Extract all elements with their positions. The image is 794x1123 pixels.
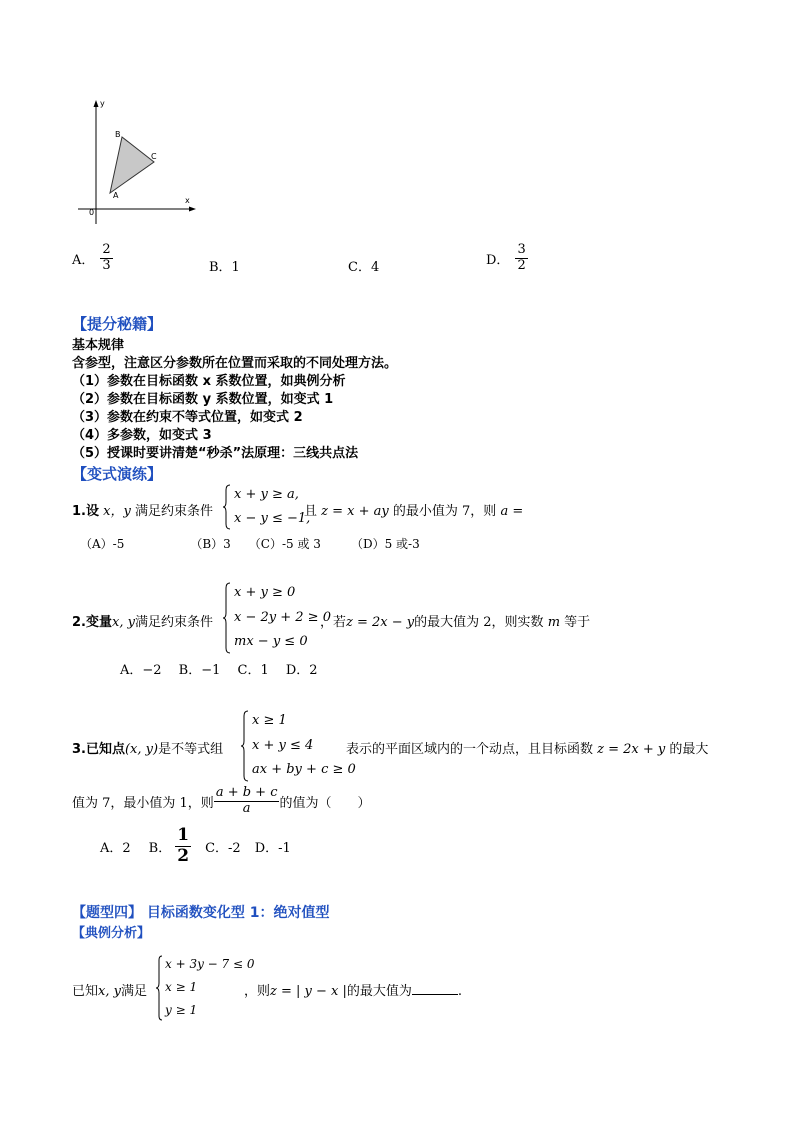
- type4-sub: 【典例分析】: [72, 926, 151, 941]
- tips-item-5: （5）授课时要讲清楚“秒杀”法原理：三线共点法: [72, 446, 359, 461]
- q3-options: [100, 826, 291, 866]
- q3-option-b-label: B．: [148, 840, 172, 856]
- q3-line2-start: 值为 7，最小值为 1，则: [72, 795, 214, 811]
- q1-constraint-1: x + y ≥ a,: [234, 487, 299, 502]
- q1-stem-start: [72, 500, 213, 519]
- q3-frac-den: a: [242, 800, 251, 816]
- q0-option-a-label: A．: [72, 252, 95, 268]
- q3-constraint-2: x + y ≤ 4: [252, 738, 314, 753]
- q3-frac-num: a + b + c: [215, 785, 278, 800]
- axis-x-label: x: [185, 196, 190, 205]
- type4-constraint-2: x ≥ 1: [165, 980, 198, 994]
- q3-brace: [240, 710, 250, 782]
- q2-stem-start: [72, 611, 213, 630]
- q0-option-d-label: D．: [486, 252, 510, 268]
- q3-option-b-fraction: [175, 826, 191, 866]
- q1-after: 且: [304, 504, 318, 519]
- q1-constraint-2: x − y ≤ −1,: [234, 511, 311, 526]
- q1-expr: z = x + ay: [321, 504, 389, 519]
- q3-fraction: [214, 786, 280, 817]
- q3-system: [240, 710, 356, 782]
- q3-line2-end: 的值为（ ）: [279, 795, 371, 811]
- origin-label: 0: [89, 208, 95, 217]
- q1-tail: 的最小值为 7，则: [392, 504, 497, 519]
- q0-option-d: [486, 243, 528, 274]
- q3-after: 表示的平面区域内的一个动点，且目标函数: [346, 742, 594, 757]
- q3-line-2: [72, 786, 371, 817]
- q2-tail-end: 等于: [564, 615, 591, 630]
- q3-tail: 的最大: [669, 742, 709, 757]
- type4-brace: [155, 955, 164, 1021]
- triangle-abc: [110, 137, 154, 193]
- q3-stem-end: [346, 738, 708, 757]
- q2-after: ，若: [320, 615, 347, 630]
- point-b-label: B: [115, 130, 121, 139]
- type4-heading: 【题型四】 目标函数变化型 1：绝对值型: [72, 905, 330, 921]
- type4-stem-start: [72, 980, 147, 999]
- q1-vars: x，y: [103, 504, 131, 519]
- x-axis-arrow: [189, 207, 196, 212]
- type4-vars: x, y: [98, 984, 121, 999]
- q1-mid: 满足约束条件: [134, 504, 213, 519]
- q3-option-a: A．2: [100, 840, 131, 856]
- q1-brace: [222, 484, 232, 530]
- type4-constraint-3: y ≥ 1: [165, 1003, 198, 1017]
- q3-constraint-3: ax + by + c ≥ 0: [252, 762, 356, 777]
- type4-after: ，则: [244, 984, 271, 999]
- type4-constraint-1: x + 3y − 7 ≤ 0: [165, 957, 255, 971]
- q3-option-b-num: 1: [177, 825, 190, 845]
- point-c-label: C: [151, 152, 157, 161]
- q3-expr: z = 2x + y: [597, 742, 666, 757]
- tips-item-1: （1）参数在目标函数 x 系数位置，如典例分析: [72, 374, 346, 389]
- q3-stem-start: [72, 738, 223, 757]
- q3-mid: 是不等式组: [158, 742, 224, 757]
- q0-option-b: B．1: [209, 260, 240, 275]
- q1-options: （A）-5 （B）3 （C）-5 或 3 （D）5 或-3: [80, 537, 420, 551]
- q2-vars: x, y: [111, 615, 135, 630]
- q0-option-d-num: 3: [517, 242, 526, 257]
- type4-tail: 的最大值为: [346, 984, 412, 999]
- q3-prefix: 3.已知点: [72, 742, 125, 757]
- tips-sub: 基本规律: [72, 338, 125, 353]
- type4-stem-end: [244, 980, 462, 999]
- type4-mid: 满足: [120, 984, 147, 999]
- tips-item-2: （2）参数在目标函数 y 系数位置，如变式 1: [72, 392, 334, 407]
- q3-point: (x, y): [124, 742, 159, 757]
- tips-item-3: （3）参数在约束不等式位置，如变式 2: [72, 410, 303, 425]
- tips-heading: 【提分秘籍】: [72, 315, 163, 333]
- q0-option-a-num: 2: [102, 242, 111, 257]
- q2-prefix: 2.变量: [72, 615, 112, 630]
- q3-option-d: D．-1: [254, 840, 291, 856]
- q2-constraint-2: x − 2y + 2 ≥ 0: [234, 610, 331, 625]
- q0-option-d-den: 2: [517, 257, 526, 273]
- practice-heading: 【变式演练】: [72, 465, 163, 483]
- q0-option-c: C．4: [348, 260, 380, 275]
- q1-prefix: 1.设: [72, 504, 99, 519]
- q2-stem-end: [320, 611, 590, 630]
- q0-option-a-fraction: [100, 243, 112, 274]
- q2-tail: 的最大值为 2，则实数: [414, 615, 544, 630]
- q2-tail-var: m: [547, 615, 561, 630]
- q1-stem-end: [304, 500, 523, 519]
- type4-end: .: [457, 984, 463, 999]
- q0-option-d-fraction: [515, 243, 527, 274]
- q2-expr: z = 2x − y: [346, 615, 415, 630]
- q2-system: [222, 582, 332, 654]
- q3-option-c: C．-2: [205, 840, 241, 856]
- q0-option-a-den: 3: [102, 257, 111, 273]
- q0-option-a: [72, 243, 113, 274]
- q2-brace: [222, 582, 232, 654]
- q3-constraint-1: x ≥ 1: [252, 713, 287, 728]
- q2-options: A．−2 B．−1 C．1 D．2: [120, 663, 318, 678]
- tips-intro: 含参型，注意区分参数所在位置而采取的不同处理方法。: [72, 356, 398, 371]
- type4-answer-blank[interactable]: [412, 982, 458, 995]
- y-axis-arrow: [94, 100, 99, 107]
- q2-mid: 满足约束条件: [134, 615, 213, 630]
- q1-tail-var: a =: [500, 504, 524, 519]
- axis-y-label: y: [100, 99, 105, 108]
- q3-option-b-den: 2: [177, 845, 190, 866]
- type4-system: [155, 955, 255, 1021]
- q2-constraint-1: x + y ≥ 0: [234, 585, 296, 600]
- q2-constraint-3: mx − y ≤ 0: [234, 634, 308, 649]
- type4-expr: z = | y − x |: [270, 984, 347, 999]
- type4-prefix: 已知: [72, 984, 99, 999]
- point-a-label: A: [113, 191, 119, 200]
- tips-item-4: （4）多参数，如变式 3: [72, 428, 212, 443]
